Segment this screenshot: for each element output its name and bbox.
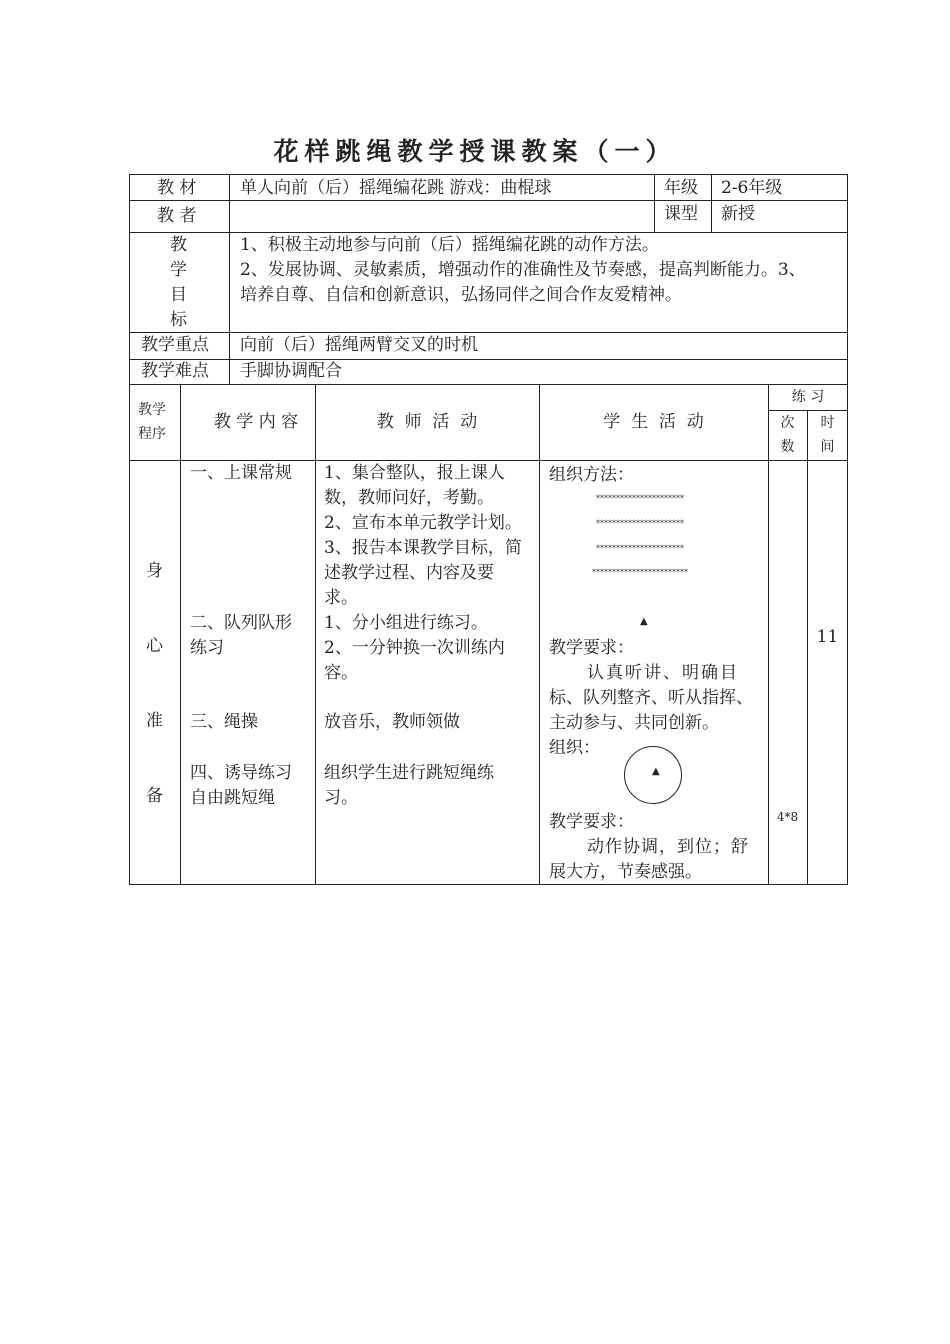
teacher-line: 组织学生进行跳短绳练 xyxy=(324,763,494,783)
content-item-rope-exercise: 三、绳操 xyxy=(190,712,258,732)
material-value: 单人向前（后）摇绳编花跳 游戏：曲棍球 xyxy=(240,178,552,198)
content-item-guided-2: 自由跳短绳 xyxy=(190,788,275,808)
type-label: 课型 xyxy=(664,204,698,224)
content-item-routine: 一、上课常规 xyxy=(190,463,292,483)
teacher-line: 1、分小组进行练习。 xyxy=(324,613,488,633)
formation-row: ********************** xyxy=(596,494,684,503)
teacher-line: 放音乐，教师领做 xyxy=(324,712,460,732)
practice-time: 11 xyxy=(816,627,839,647)
key-point-label: 教学重点 xyxy=(141,335,209,355)
teacher-line: 述教学过程、内容及要 xyxy=(324,563,494,583)
objectives-label-2: 学 xyxy=(170,260,187,280)
content-item-formation-2: 练习 xyxy=(190,638,224,658)
count-header-2: 数 xyxy=(780,439,795,455)
objective-line-3: 培养自尊、自信和创新意识，弘扬同伴之间合作友爱精神。 xyxy=(240,285,682,305)
practice-count: 4*8 xyxy=(776,810,799,824)
content-item-formation-1: 二、队列队形 xyxy=(190,613,292,633)
key-point-value: 向前（后）摇绳两臂交叉的时机 xyxy=(240,335,478,355)
org-label: 组织： xyxy=(549,738,600,758)
objective-line-2: 2、发展协调、灵敏素质，增强动作的准确性及节奏感，提高判断能力。3、 xyxy=(240,260,806,280)
lesson-plan-table xyxy=(129,174,848,885)
content-header: 教 学 内 容 xyxy=(213,412,299,432)
teacher-position-marker: ▲ xyxy=(640,616,648,627)
requirement-line: 认真听讲、明确目 xyxy=(587,663,739,683)
grade-label: 年级 xyxy=(664,178,698,198)
difficulty-label: 教学难点 xyxy=(141,361,209,381)
teacher-label: 教 者 xyxy=(157,206,197,226)
teacher-line: 求。 xyxy=(324,588,358,608)
stage-char-1: 身 xyxy=(146,561,163,581)
stage-char-3: 准 xyxy=(146,711,163,731)
requirement-line: 标、队列整齐、听从指挥、 xyxy=(549,688,753,708)
teacher-line: 1、集合整队，报上课人 xyxy=(324,463,505,483)
teacher-activity-header: 教 师 活 动 xyxy=(376,412,478,432)
requirement-line: 动作协调，到位；舒 xyxy=(587,837,749,857)
practice-header: 练 习 xyxy=(791,389,825,405)
org-method-label: 组织方法： xyxy=(549,465,634,485)
teacher-line: 习。 xyxy=(324,788,358,808)
procedure-header-2: 程序 xyxy=(138,426,166,442)
document-title: 花样跳绳教学授课教案（一） xyxy=(273,137,677,166)
count-header-1: 次 xyxy=(780,415,795,431)
teacher-line: 数，教师问好，考勤。 xyxy=(324,488,494,508)
student-activity-header: 学 生 活 动 xyxy=(603,412,704,432)
material-label: 教 材 xyxy=(157,178,197,198)
formation-row: ********************** xyxy=(596,519,684,528)
requirement-label-1: 教学要求： xyxy=(549,638,634,658)
formation-row: ************************ xyxy=(592,568,688,577)
procedure-header-1: 教学 xyxy=(138,402,166,418)
circle-center-marker: ▲ xyxy=(652,766,660,777)
objective-line-1: 1、积极主动地参与向前（后）摇绳编花跳的动作方法。 xyxy=(240,235,659,255)
time-header-1: 时 xyxy=(820,415,835,431)
type-value: 新授 xyxy=(721,204,755,224)
teacher-line: 2、宣布本单元教学计划。 xyxy=(324,513,522,533)
content-item-guided-1: 四、诱导练习 xyxy=(190,763,292,783)
difficulty-value: 手脚协调配合 xyxy=(240,361,342,381)
requirement-label-2: 教学要求： xyxy=(549,812,634,832)
teacher-line: 容。 xyxy=(324,663,358,683)
time-header-2: 间 xyxy=(820,439,835,455)
stage-char-2: 心 xyxy=(146,636,163,656)
requirement-line: 展大方，节奏感强。 xyxy=(549,862,702,882)
objectives-label-3: 目 xyxy=(170,285,187,305)
teacher-line: 3、报告本课教学目标，简 xyxy=(324,538,522,558)
formation-row: ********************** xyxy=(596,544,684,553)
stage-char-4: 备 xyxy=(146,786,163,806)
objectives-label-4: 标 xyxy=(170,310,187,330)
requirement-line: 主动参与、共同创新。 xyxy=(549,713,719,733)
grade-value: 2-6年级 xyxy=(721,178,783,198)
objectives-label-1: 教 xyxy=(170,235,187,255)
teacher-line: 2、一分钟换一次训练内 xyxy=(324,638,505,658)
